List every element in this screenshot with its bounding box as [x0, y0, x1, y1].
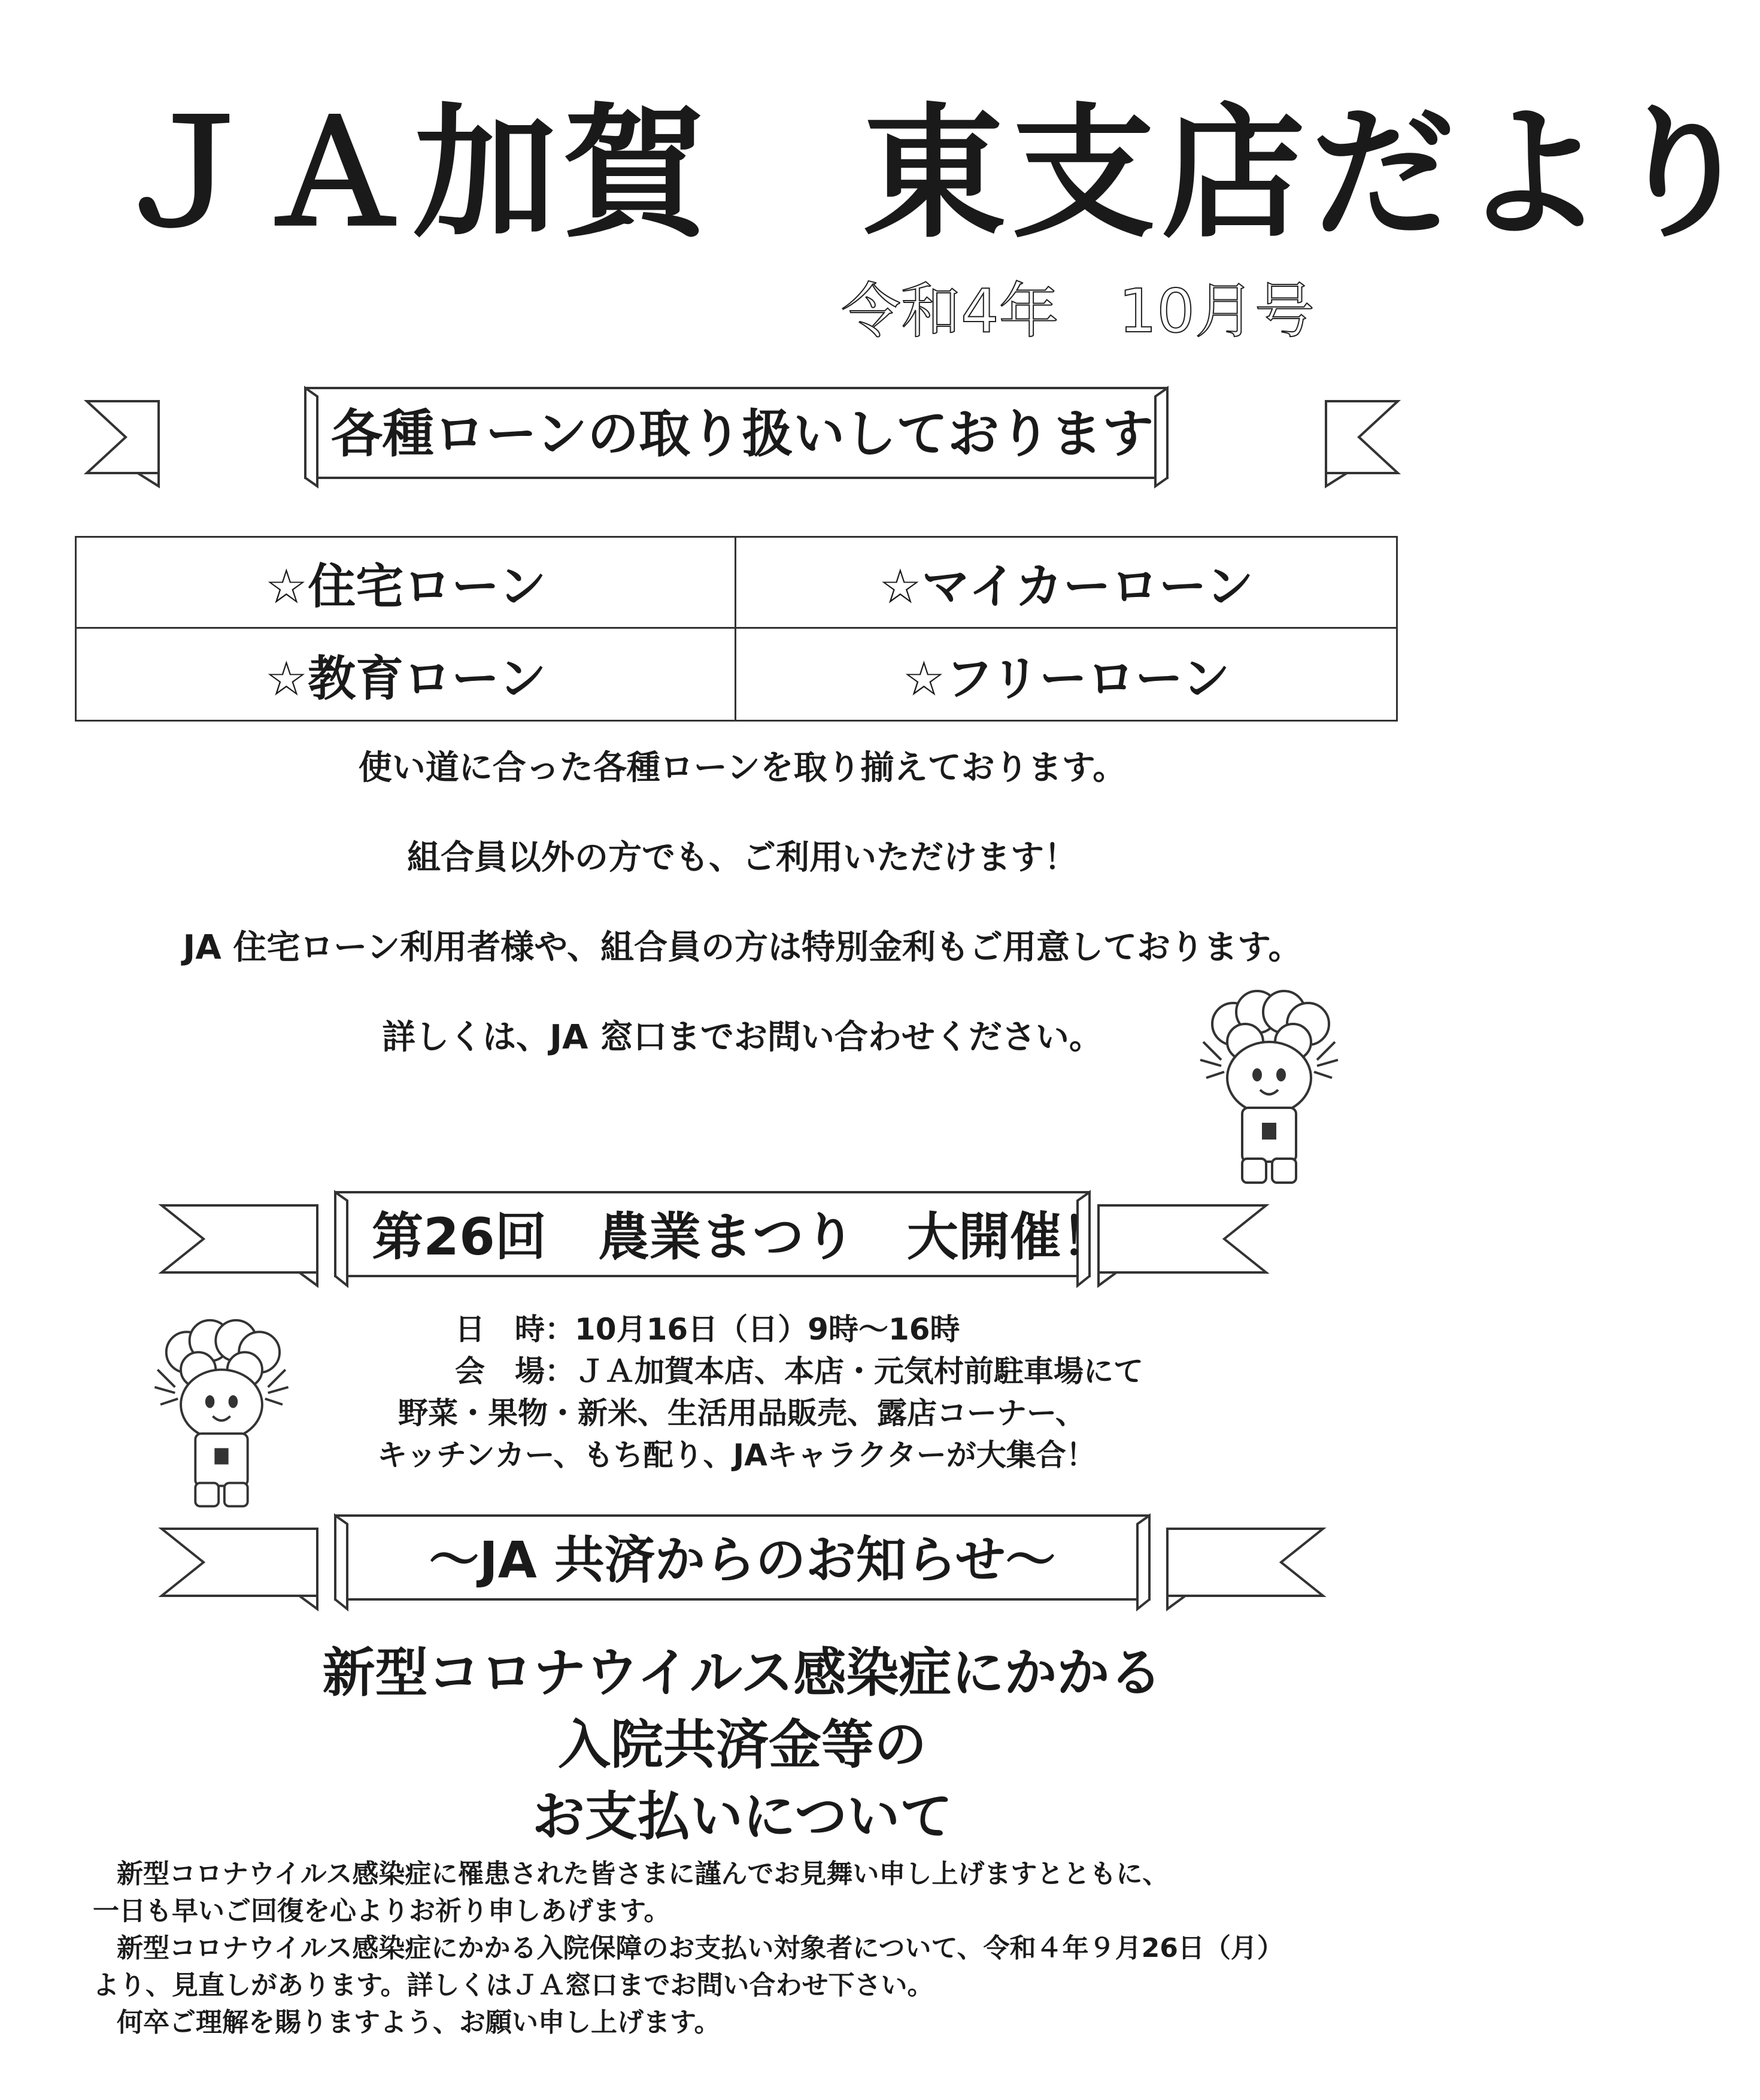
loan-item-car: ☆マイカーローン: [736, 538, 1396, 629]
loan-banner-text: 各種ローンの取り扱いしております: [330, 404, 1154, 464]
issue-label: 令和4年 10月号: [841, 276, 1315, 346]
loan-paragraph: 使い道に合った各種ローンを取り揃えております。: [358, 749, 1127, 787]
notice-body-line: 何卒ご理解を賜りますよう、お願い申し上げます。: [117, 2007, 721, 2038]
notice-heading-line: 新型コロナウイルス感染症にかかる: [322, 1642, 1163, 1704]
kyosai-banner-text: ～JA 共済からのお知らせ～: [429, 1531, 1056, 1589]
loan-paragraph: 組合員以外の方でも、ご利用いただけます！: [407, 838, 1078, 877]
notice-heading-line: 入院共済金等の: [557, 1714, 927, 1775]
festival-banner-text: 第26回 農業まつり 大開催！: [372, 1207, 1113, 1267]
festival-venue: 会 場：ＪＡ加賀本店、本店・元気村前駐車場にて: [455, 1354, 1143, 1389]
loan-item-free: ☆フリーローン: [902, 650, 1230, 707]
notice-body-line: 一日も早いご回復を心よりお祈り申しあげます。: [93, 1896, 670, 1926]
loan-types-table: [75, 536, 1398, 722]
loan-item-housing: ☆住宅ローン: [77, 538, 736, 629]
festival-datetime: 日 時：10月16日（日）9時～16時: [455, 1312, 960, 1347]
festival-detail: キッチンカー、もち配り、JAキャラクターが大集合！: [377, 1438, 1096, 1472]
kyosai-banner: [0, 1512, 1485, 1614]
notice-body-line: 新型コロナウイルス感染症にかかる入院保障のお支払い対象者について、令和４年９月26日（月）: [117, 1933, 1283, 1963]
loan-paragraph: JA 住宅ローン利用者様や、組合員の方は特別金利もご用意しております。: [183, 928, 1302, 967]
notice-body-line: 新型コロナウイルス感染症に罹患された皆さまに謹んでお見舞い申し上げますとともに、: [117, 1859, 1169, 1889]
festival-banner: [0, 1189, 1485, 1290]
notice-body-line: より、見直しがあります。詳しくはＪＡ窓口までお問い合わせ下さい。: [93, 1970, 934, 2001]
notice-heading-line: お支払いについて: [532, 1786, 953, 1847]
mascot-illustration: [135, 1317, 308, 1515]
loan-paragraph: 詳しくは、JA 窓口までお問い合わせください。: [382, 1018, 1103, 1057]
newsletter-title: ＪＡ加賀 東支店だより: [114, 90, 1760, 257]
mascot-illustration: [1197, 988, 1341, 1192]
festival-detail: 野菜・果物・新米、生活用品販売、露店コーナー、: [398, 1396, 1085, 1431]
loan-banner: [0, 383, 1485, 491]
loan-item-education: ☆教育ローン: [77, 629, 736, 720]
